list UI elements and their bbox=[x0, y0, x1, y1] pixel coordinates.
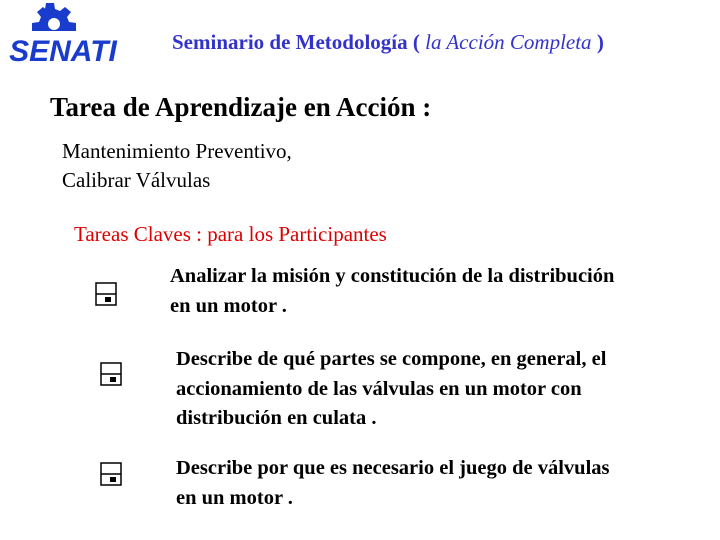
floppy-disk-icon bbox=[100, 462, 122, 486]
key-task-3-line-2: en un motor . bbox=[176, 486, 293, 509]
seminar-title-italic: la Acción Completa bbox=[425, 30, 592, 54]
seminar-title-start: Seminario de Metodología ( bbox=[172, 30, 426, 54]
key-task-3-line-1: Describe por que es necesario el juego de válvulas bbox=[176, 457, 610, 479]
svg-text:SENATI: SENATI bbox=[9, 35, 117, 66]
floppy-disk-icon bbox=[100, 362, 122, 386]
seminar-title-end: ) bbox=[591, 30, 604, 54]
page-title: Tarea de Aprendizaje en Acción : bbox=[50, 92, 432, 122]
subtitle-line-1: Mantenimiento Preventivo, bbox=[62, 139, 292, 163]
key-tasks-heading: Tareas Claves : para los Participantes bbox=[74, 222, 387, 246]
subtitle-line-2: Calibrar Válvulas bbox=[62, 168, 211, 192]
key-task-item-3 bbox=[176, 454, 610, 513]
key-task-2-line-2: accionamiento de las válvulas en un motor con bbox=[176, 377, 582, 400]
key-task-1-line-2: en un motor . bbox=[170, 294, 287, 317]
key-task-2-line-3: distribución en culata . bbox=[176, 407, 377, 429]
key-task-item-1 bbox=[170, 262, 614, 321]
floppy-disk-icon bbox=[95, 282, 117, 306]
senati-gear-logo-icon bbox=[2, 0, 124, 66]
key-task-1-line-1: Analizar la misión y constitución de la distribución bbox=[170, 265, 615, 287]
seminar-title bbox=[172, 30, 604, 55]
key-task-2-line-1: Describe de qué partes se compone, en general, el bbox=[176, 348, 607, 370]
key-task-item-2 bbox=[176, 345, 606, 434]
senati-logo bbox=[2, 0, 124, 66]
